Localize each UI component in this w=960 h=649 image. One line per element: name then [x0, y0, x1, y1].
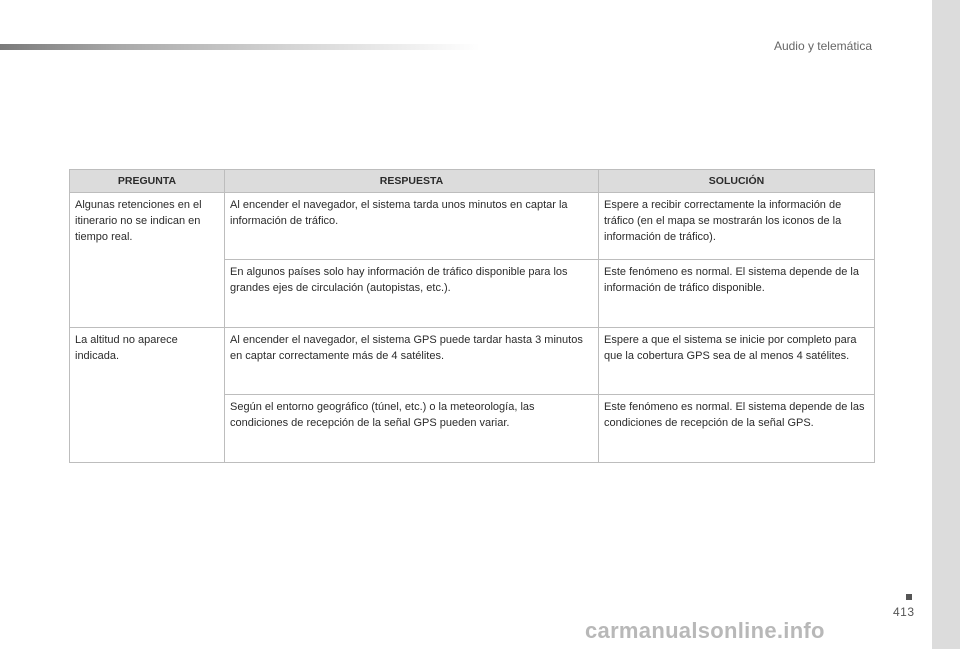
solution-cell: Espere a que el sistema se inicie por completo para que la cobertura GPS sea de al menos 4 satélites. — [599, 328, 875, 395]
solution-cell: Este fenómeno es normal. El sistema depende de las condiciones de recepción de la señal GPS. — [599, 395, 875, 463]
watermark-text: carmanualsonline.info — [585, 618, 825, 643]
table-row — [70, 193, 875, 260]
solution-cell: Espere a recibir correctamente la información de tráfico (en el mapa se mostrarán los iconos de la información de tráfico). — [599, 193, 875, 260]
faq-table — [69, 169, 875, 463]
column-header-pregunta: PREGUNTA — [70, 170, 225, 193]
question-cell: La altitud no aparece indicada. — [70, 328, 225, 463]
column-header-respuesta: RESPUESTA — [225, 170, 599, 193]
table-header-row — [70, 170, 875, 193]
table-row — [70, 328, 875, 395]
page-number: 413 — [893, 605, 915, 619]
answer-cell: Al encender el navegador, el sistema tarda unos minutos en captar la información de tráfico. — [225, 193, 599, 260]
column-header-solucion: SOLUCIÓN — [599, 170, 875, 193]
question-cell: Algunas retenciones en el itinerario no se indican en tiempo real. — [70, 193, 225, 328]
answer-cell: En algunos países solo hay información de tráfico disponible para los grandes ejes de circulación (autopistas, etc.). — [225, 260, 599, 328]
page-edge-strip — [932, 0, 960, 649]
section-title: Audio y telemática — [773, 39, 872, 53]
answer-cell: Según el entorno geográfico (túnel, etc.) o la meteorología, las condiciones de recepción de la señal GPS pueden variar. — [225, 395, 599, 463]
header-gradient-bar — [0, 44, 480, 50]
solution-cell: Este fenómeno es normal. El sistema depende de la información de tráfico disponible. — [599, 260, 875, 328]
answer-cell: Al encender el navegador, el sistema GPS puede tardar hasta 3 minutos en captar correctamente más de 4 satélites. — [225, 328, 599, 395]
page-marker-square — [906, 594, 912, 600]
